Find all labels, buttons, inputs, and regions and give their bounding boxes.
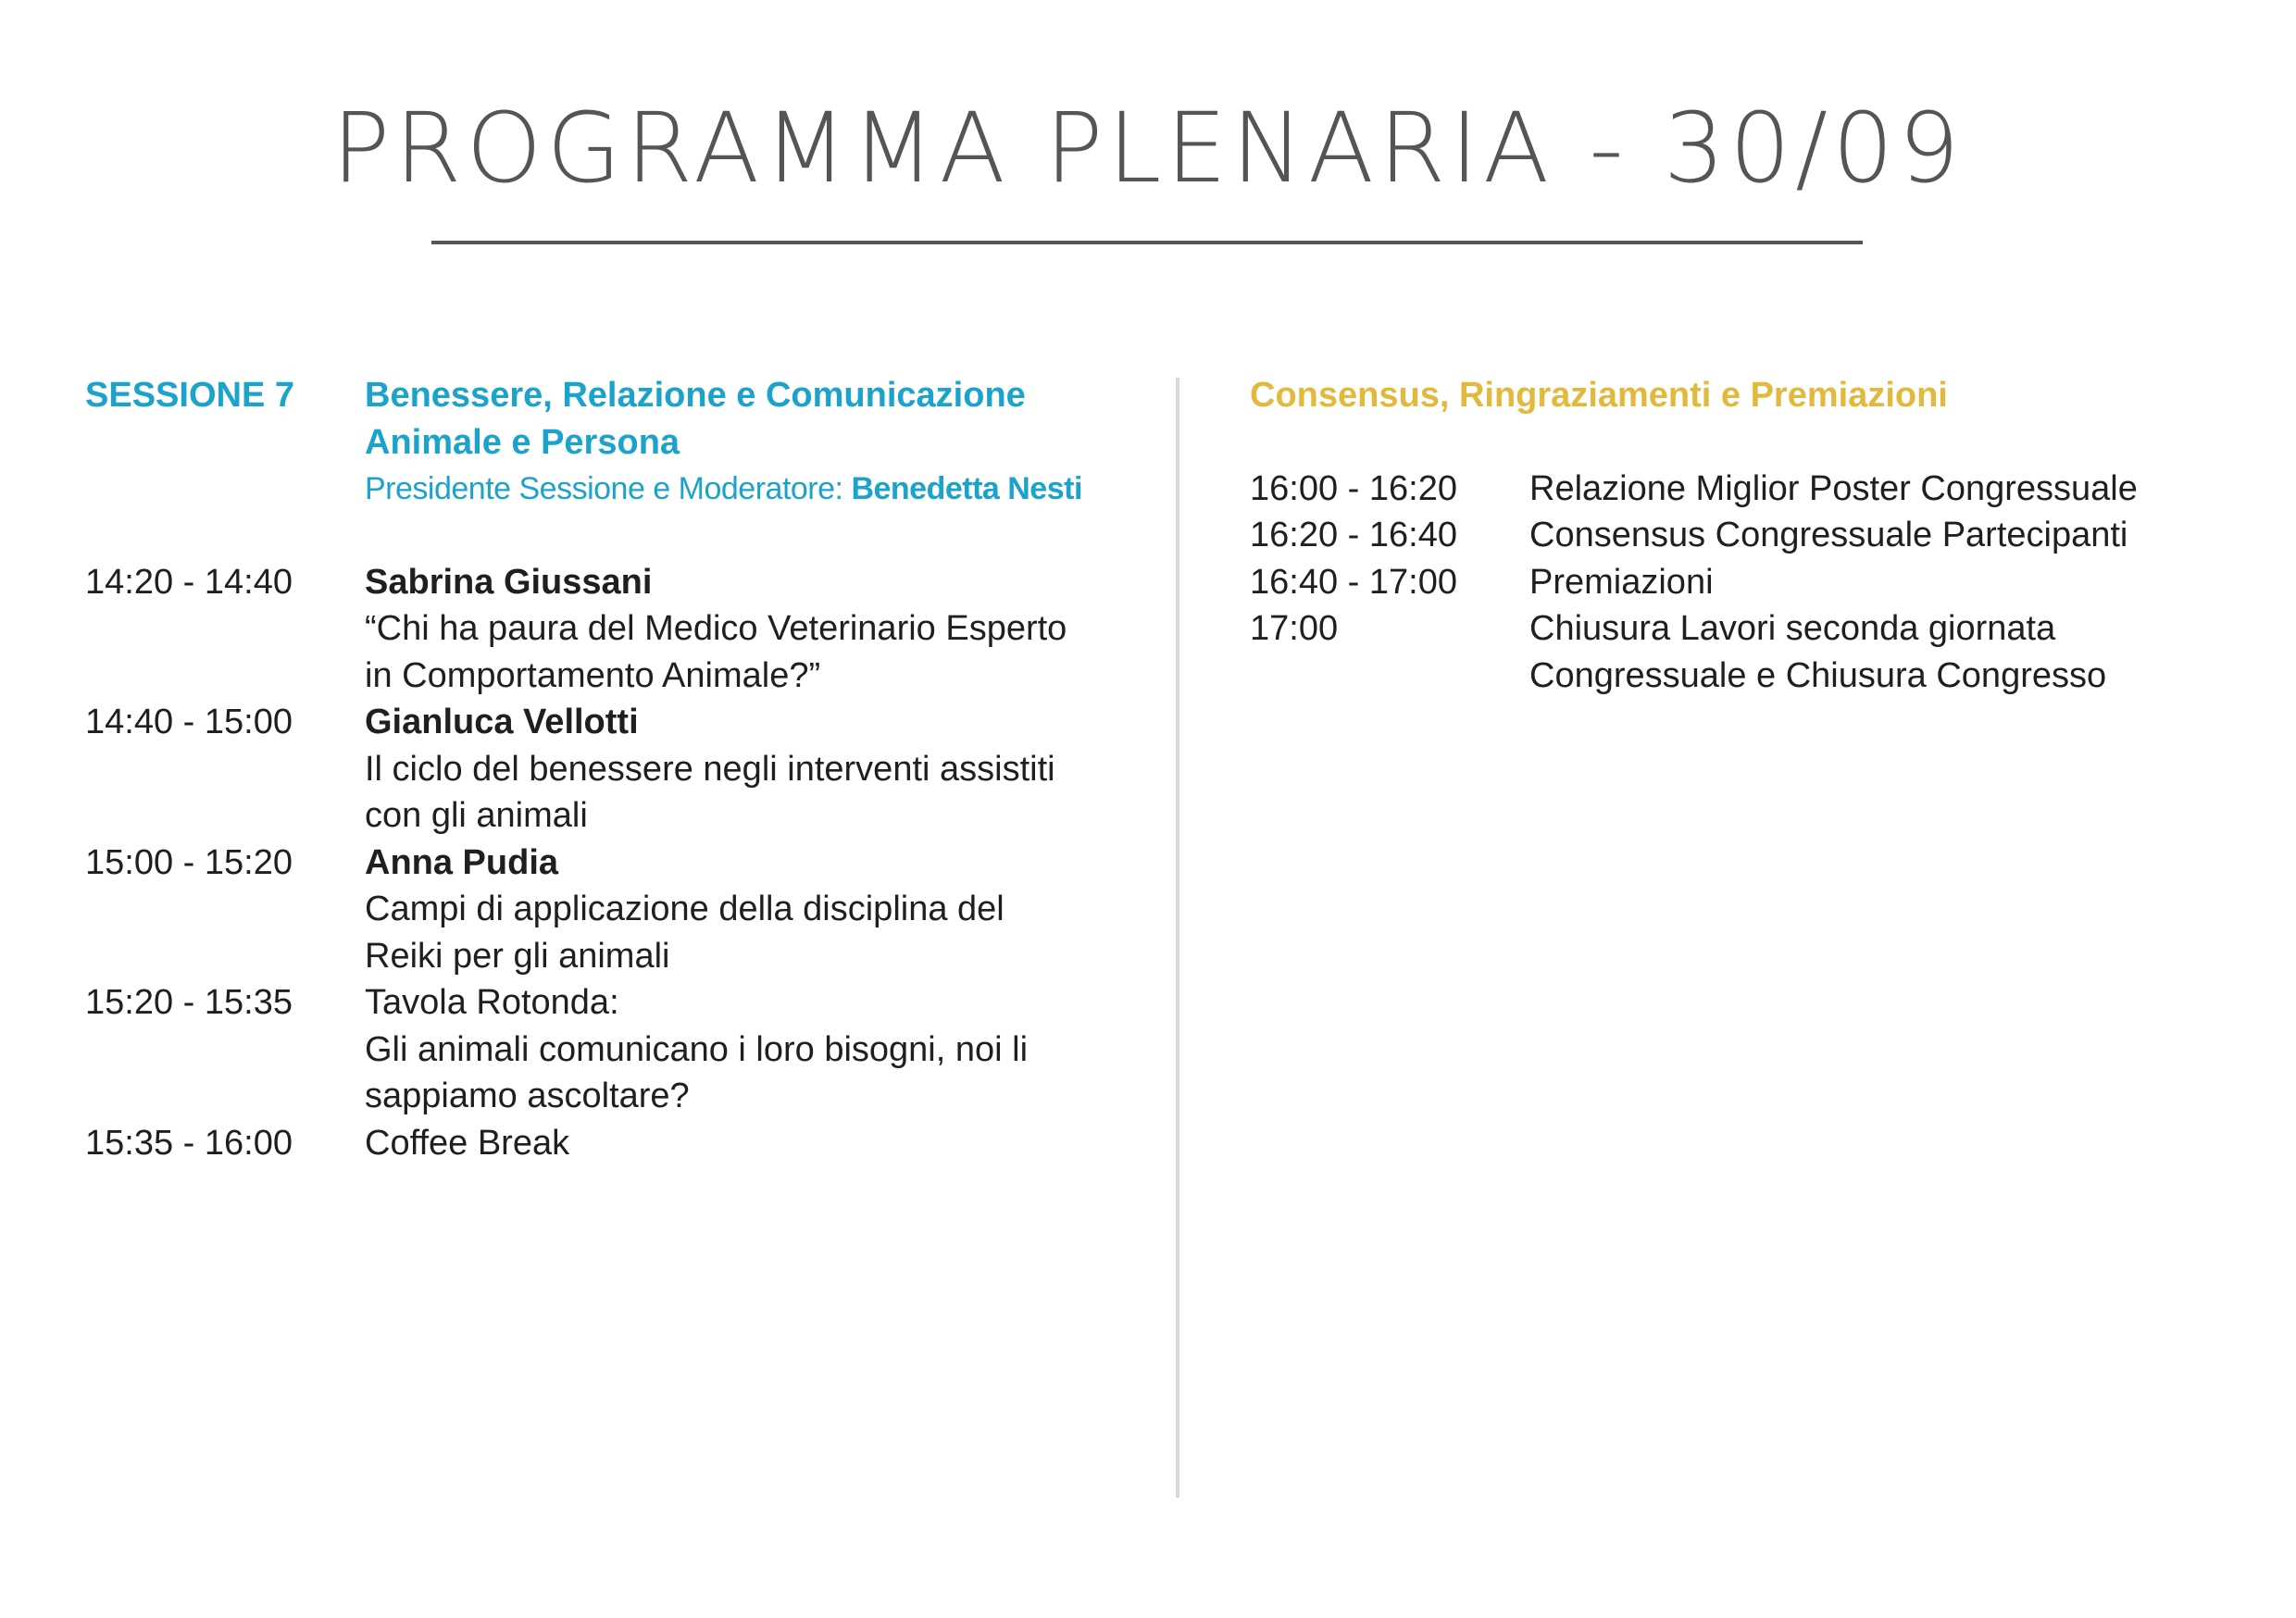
time-slot: 15:20 - 15:35 xyxy=(85,983,293,1022)
talk-title-line: sappiamo ascoltare? xyxy=(365,1077,690,1115)
time-slot: 14:40 - 15:00 xyxy=(85,703,293,741)
item-text-line: Relazione Miglior Poster Congressuale xyxy=(1529,468,2138,508)
talk-title-line: “Chi ha paura del Medico Veterinario Esperto xyxy=(365,609,1067,648)
column-divider xyxy=(1176,378,1179,1498)
item-text-line: Chiusura Lavori seconda giornata xyxy=(1529,609,2056,648)
item-text-line: Consensus Congressuale Partecipanti xyxy=(1529,516,2128,554)
talk-title-line: in Comportamento Animale?” xyxy=(365,655,821,695)
schedule-item xyxy=(1250,512,2138,559)
schedule-item xyxy=(85,840,1082,980)
talk-title-line: Tavola Rotonda: xyxy=(365,983,619,1022)
talk-title-line: con gli animali xyxy=(365,796,588,835)
left-column xyxy=(85,372,1082,1166)
page-title: PROGRAMMA PLENARIA - 30/09 xyxy=(331,92,1965,205)
chair-label: Presidente Sessione e Moderatore: xyxy=(365,471,852,506)
speaker-name: Sabrina Giussani xyxy=(365,562,653,602)
talk-title-line: Gli animali comunicano i loro bisogni, noi li xyxy=(365,1029,1029,1069)
title-underline xyxy=(431,241,1863,244)
session-title-line: Animale e Persona xyxy=(365,422,680,462)
schedule-item xyxy=(1250,559,2138,606)
schedule-item xyxy=(1250,605,2138,699)
talk-title-line: Campi di applicazione della disciplina del xyxy=(365,890,1004,928)
time-slot: 16:20 - 16:40 xyxy=(1250,516,1457,554)
schedule-item xyxy=(85,699,1082,840)
time-slot: 16:40 - 17:00 xyxy=(1250,562,1457,602)
speaker-name: Gianluca Vellotti xyxy=(365,703,639,741)
schedule-item xyxy=(85,1120,1082,1167)
talk-title-line: Reiki per gli animali xyxy=(365,936,670,976)
talk-title-line: Il ciclo del benessere negli interventi assistiti xyxy=(365,749,1055,789)
closing-section-title: Consensus, Ringraziamenti e Premiazioni xyxy=(1250,376,1948,415)
session-chair xyxy=(365,466,1082,513)
schedule-item xyxy=(1250,466,2138,513)
time-slot: 15:35 - 16:00 xyxy=(85,1123,293,1163)
right-column xyxy=(1250,372,2138,699)
speaker-name: Anna Pudia xyxy=(365,842,559,882)
item-text-line: Congressuale e Chiusura Congresso xyxy=(1529,655,2107,695)
time-slot: 15:00 - 15:20 xyxy=(85,842,293,882)
time-slot: 14:20 - 14:40 xyxy=(85,562,293,602)
item-text-line: Premiazioni xyxy=(1529,562,1714,602)
time-slot: 16:00 - 16:20 xyxy=(1250,468,1457,508)
talk-title-line: Coffee Break xyxy=(365,1123,570,1163)
session-label: SESSIONE 7 xyxy=(85,376,294,415)
session-header xyxy=(85,372,1082,513)
session-title-line: Benessere, Relazione e Comunicazione xyxy=(365,376,1026,415)
chair-name: Benedetta Nesti xyxy=(851,471,1082,506)
time-slot: 17:00 xyxy=(1250,609,1339,648)
schedule-item xyxy=(85,979,1082,1120)
schedule-item xyxy=(85,559,1082,700)
